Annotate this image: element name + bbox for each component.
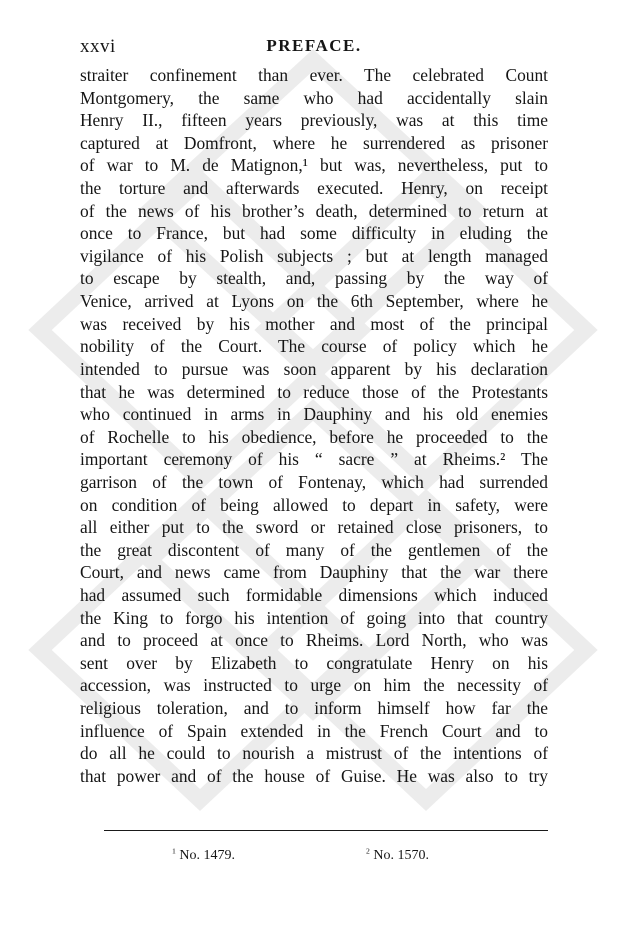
text-line: Court, and news came from Dauphiny that the war there (80, 562, 548, 583)
text-line: accession, was instructed to urge on him the necessity of (80, 675, 548, 696)
text-line: vigilance of his Polish subjects ; but at length managed (80, 245, 548, 266)
footnote-text: No. 1570. (373, 848, 429, 863)
text-line: who continued in arms in Dauphiny and his old enemies (80, 404, 548, 425)
footnote-marker: 2 (366, 846, 370, 856)
text-line: captured at Domfront, where he surrendered as prisoner (80, 132, 548, 153)
text-line: of Rochelle to his obedience, before he proceeded to the (80, 426, 548, 447)
text-line: do all he could to nourish a mistrust of the intentions of (80, 743, 548, 764)
text-line: the torture and afterwards executed. Henry, on receipt (80, 178, 548, 199)
text-line: influence of Spain extended in the French Court and to (80, 720, 548, 741)
text-line: Montgomery, the same who had accidentally slain (80, 87, 548, 108)
footnotes (80, 848, 548, 868)
footnote-text: No. 1479. (179, 848, 235, 863)
footnote-1 (172, 848, 235, 864)
text-line: once to France, but had some difficulty in eluding the (80, 223, 548, 244)
text-line: the King to forgo his intention of going into that country (80, 607, 548, 628)
running-head: PREFACE. (266, 36, 362, 55)
page-number: xxvi (80, 36, 116, 57)
page-header (80, 36, 548, 60)
text-line: of the news of his brother’s death, determined to return at (80, 200, 548, 221)
text-line: and to proceed at once to Rheims. Lord North, who was (80, 630, 548, 651)
text-line: important ceremony of his “ sacre ” at Rheims.² The (80, 449, 548, 470)
text-line: on condition of being allowed to depart in safety, were (80, 494, 548, 515)
footnote-rule (104, 830, 548, 831)
text-line: straiter confinement than ever. The celebrated Count (80, 65, 548, 85)
footnote-marker: 1 (172, 846, 176, 856)
text-line: that he was determined to reduce those of the Protestants (80, 381, 548, 402)
text-line: that power and of the house of Guise. He was also to try (80, 765, 548, 786)
text-line: religious toleration, and to inform himself how far the (80, 698, 548, 719)
text-line: was received by his mother and most of the principal (80, 313, 548, 334)
text-line: garrison of the town of Fontenay, which had surrended (80, 471, 548, 492)
text-line: all either put to the sword or retained close prisoners, to (80, 517, 548, 538)
footnote-2 (366, 848, 429, 864)
text-line: the great discontent of many of the gentlemen of the (80, 539, 548, 560)
body-text (80, 64, 548, 788)
text-line: had assumed such formidable dimensions which induced (80, 585, 548, 606)
text-line: to escape by stealth, and, passing by the way of (80, 268, 548, 289)
text-line: Henry II., fifteen years previously, was at this time (80, 110, 548, 131)
text-line: intended to pursue was soon apparent by his declaration (80, 358, 548, 379)
text-line: sent over by Elizabeth to congratulate Henry on his (80, 652, 548, 673)
text-line: Venice, arrived at Lyons on the 6th September, where he (80, 291, 548, 312)
text-line: nobility of the Court. The course of policy which he (80, 336, 548, 357)
text-line: of war to M. de Matignon,¹ but was, nevertheless, put to (80, 155, 548, 176)
